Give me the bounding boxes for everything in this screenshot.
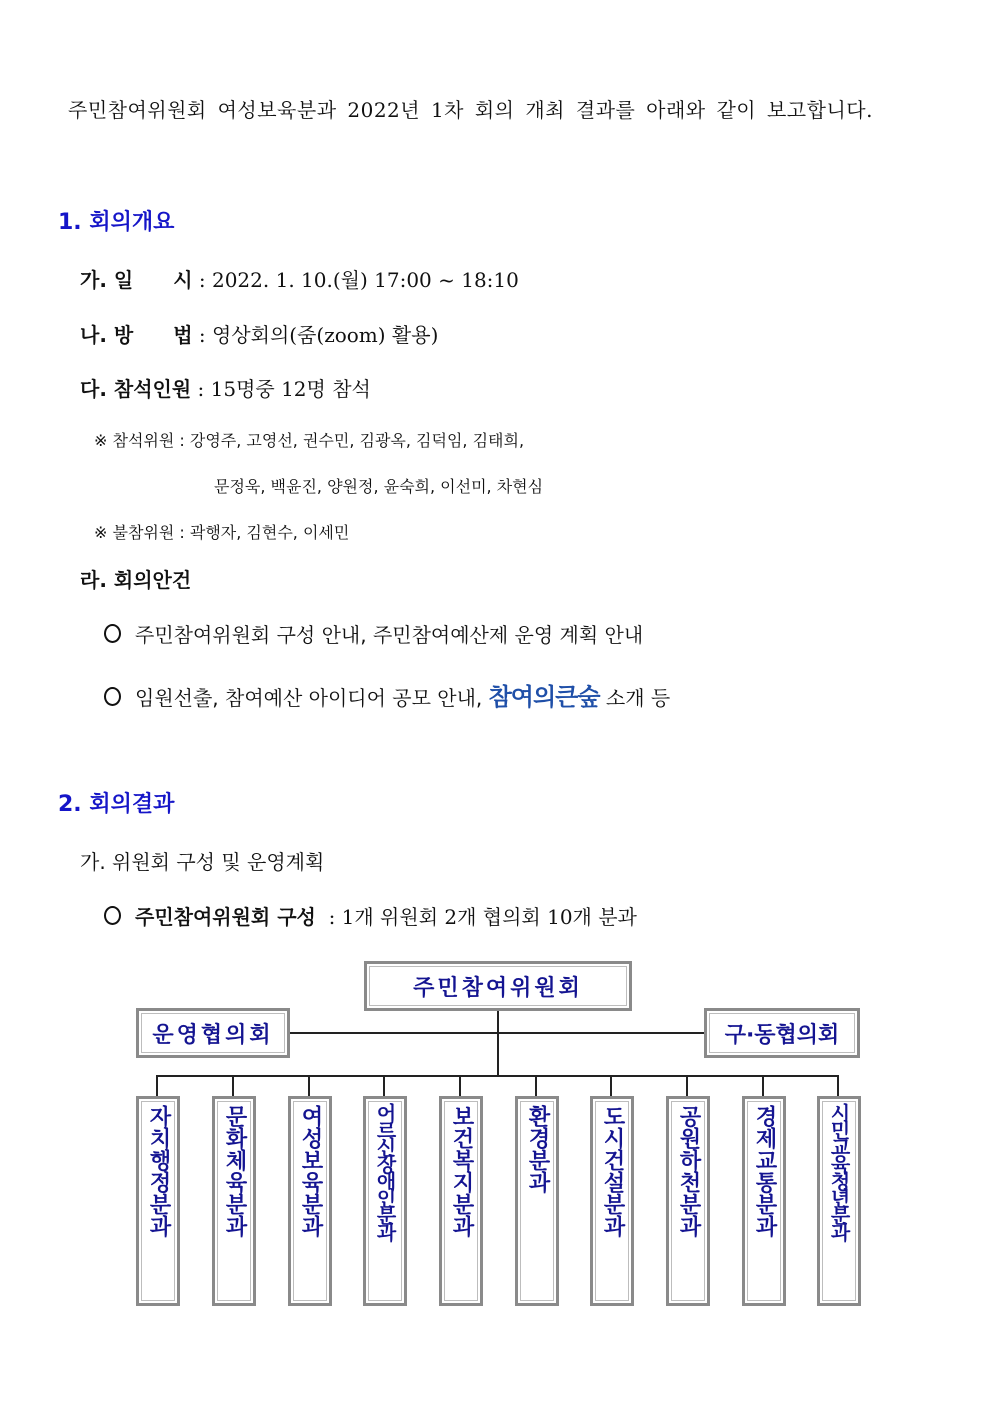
division-label: 시민교육청년분과	[827, 1103, 851, 1239]
brand-logo-text: 참여의큰숲	[488, 683, 600, 711]
attendance-value: : 15명중 12명 참석	[197, 377, 371, 401]
division-label: 문화체육분과	[222, 1105, 247, 1237]
org-district-label: 구·동협의회	[724, 1022, 840, 1048]
org-division-6	[590, 1096, 634, 1306]
org-division-1	[212, 1096, 256, 1306]
circle-bullet-icon	[104, 624, 121, 643]
circle-bullet-icon	[104, 906, 121, 925]
attendees-line-1	[94, 428, 524, 451]
absentees-line	[94, 520, 349, 543]
attendance-label: 다. 참석인원	[80, 377, 192, 401]
method-label: 나. 방 법	[80, 323, 193, 347]
org-operations-label: 운영협의회	[152, 1022, 274, 1048]
connector-drop	[459, 1075, 461, 1096]
connector-vertical-main	[497, 1010, 499, 1076]
agenda-label: 라. 회의안건	[80, 568, 192, 592]
intro-sentence: 주민참여위원회 여성보육분과 2022년 1차 회의 개최 결과를 아래와 같이 보고합니다.	[68, 98, 873, 122]
section-1-title: 1. 회의개요	[58, 210, 175, 235]
connector-drop	[686, 1075, 688, 1096]
section-2-title: 2. 회의결과	[58, 792, 175, 817]
connector-drop	[837, 1075, 839, 1096]
org-division-9	[817, 1096, 861, 1306]
composition-bullet	[104, 901, 637, 930]
division-label: 경제교통분과	[752, 1105, 777, 1237]
division-label: 보건복지분과	[449, 1105, 474, 1237]
agenda-suffix-2: 소개 등	[605, 686, 671, 710]
org-division-3	[363, 1096, 407, 1306]
absentees-label: ※ 불참위원 :	[94, 523, 185, 542]
org-division-8	[742, 1096, 786, 1306]
division-label: 공원하천분과	[676, 1105, 701, 1237]
agenda-text-1: 주민참여위원회 구성 안내, 주민참여예산제 운영 계획 안내	[135, 623, 644, 647]
overview-attendance	[80, 373, 371, 402]
date-label: 가. 일 시	[80, 268, 193, 292]
composition-value: : 1개 위원회 2개 협의회 10개 분과	[328, 905, 637, 929]
connector-councils	[288, 1032, 706, 1034]
org-division-2	[288, 1096, 332, 1306]
circle-bullet-icon	[104, 687, 121, 706]
overview-method	[80, 319, 438, 348]
org-committee-label: 주민참여위원회	[413, 975, 583, 1001]
overview-date	[80, 264, 519, 293]
agenda-item-1	[104, 619, 643, 648]
attendees-names-2: 문정욱, 백윤진, 양원정, 윤숙희, 이선미, 차현심	[214, 477, 544, 496]
method-value: : 영상회의(줌(zoom) 활용)	[198, 323, 439, 347]
org-box-committee	[364, 961, 632, 1011]
org-box-district-council	[704, 1008, 860, 1058]
division-label: 어르신장애인분과	[373, 1103, 397, 1239]
connector-drop	[535, 1075, 537, 1096]
org-division-0	[136, 1096, 180, 1306]
connector-drop	[156, 1075, 158, 1096]
agenda-text-2: 임원선출, 참여예산 아이디어 공모 안내,	[135, 686, 483, 710]
connector-drop	[762, 1075, 764, 1096]
org-box-operations-council	[136, 1008, 290, 1058]
division-label: 자치행정분과	[146, 1105, 171, 1237]
org-division-4	[439, 1096, 483, 1306]
division-label: 환경분과	[525, 1105, 550, 1193]
committee-plan-label: 가. 위원회 구성 및 운영계획	[80, 850, 325, 874]
org-division-7	[666, 1096, 710, 1306]
division-label: 여성보육분과	[298, 1105, 323, 1237]
org-division-5	[515, 1096, 559, 1306]
composition-label: 주민참여위원회 구성	[135, 905, 316, 929]
attendees-label: ※ 참석위원 :	[94, 431, 185, 450]
absentees-names: 곽행자, 김현수, 이세민	[189, 523, 350, 542]
connector-drop	[232, 1075, 234, 1096]
connector-drop	[308, 1075, 310, 1096]
agenda-item-2	[104, 677, 670, 712]
connector-divisions	[156, 1075, 839, 1077]
date-value: : 2022. 1. 10.(월) 17:00 ~ 18:10	[198, 268, 519, 292]
committee-plan-heading	[80, 846, 324, 875]
attendees-names-1: 강영주, 고영선, 권수민, 김광옥, 김덕임, 김태희,	[189, 431, 525, 450]
connector-drop	[383, 1075, 385, 1096]
connector-drop	[610, 1075, 612, 1096]
division-label: 도시건설분과	[600, 1105, 625, 1237]
